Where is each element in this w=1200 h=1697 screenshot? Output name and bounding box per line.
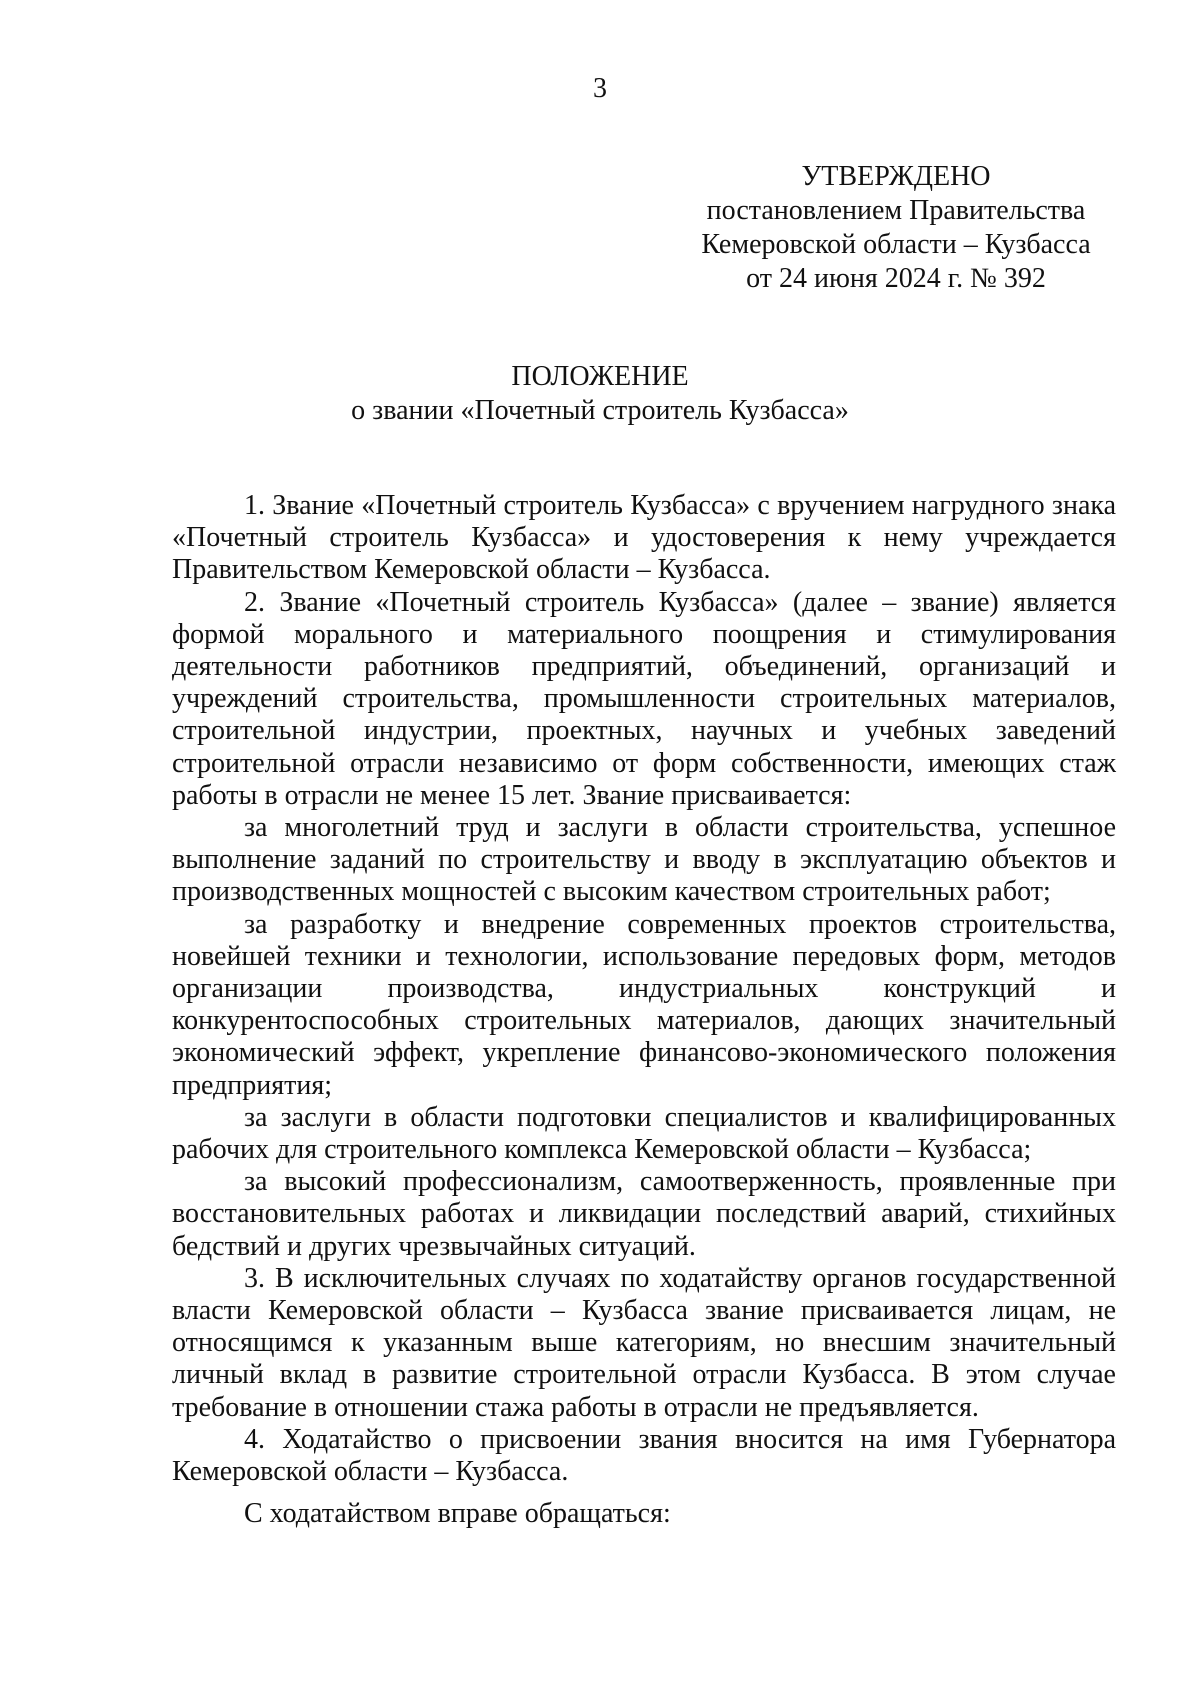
paragraph-2-item-3: за заслуги в области подготовки специалистов и квалифицированных рабочих для строительного комплекса Кемеровской области – Кузбасса; [172, 1101, 1116, 1166]
paragraph-4: 4. Ходатайство о присвоении звания вносится на имя Губернатора Кемеровской области – Кузбасса. [172, 1423, 1116, 1488]
approval-issuer: постановлением Правительства [706, 195, 1086, 226]
title-subheading: о звании «Почетный строитель Кузбасса» [351, 395, 849, 426]
approval-date: от 24 июня 2024 г. № 392 [746, 263, 1046, 294]
title-heading: ПОЛОЖЕНИЕ [511, 361, 689, 392]
page-number: 3 [593, 73, 607, 104]
approval-block [696, 160, 1096, 296]
paragraph-2: 2. Звание «Почетный строитель Кузбасса» (далее – звание) является формой морального и материального поощрения и стимулирования деятельности работников предприятий, объединений, организаций и учреждений строительства, промышленности строительных материалов, строительной индустрии, проектных, научных и учебных заведений строительной отрасли независимо от форм собственности, имеющих стаж работы в отрасли не менее 15 лет. Звание присваивается: [172, 586, 1116, 811]
paragraph-1: 1. Звание «Почетный строитель Кузбасса» с вручением нагрудного знака «Почетный строитель Кузбасса» и удостоверения к нему учреждается Правительством Кемеровской области – Кузбасса. [172, 490, 1116, 586]
document-title [0, 360, 1200, 428]
paragraph-4-continuation: С ходатайством вправе обращаться: [244, 1498, 671, 1530]
paragraph-2-item-1: за многолетний труд и заслуги в области строительства, успешное выполнение заданий по строительству и вводу в эксплуатацию объектов и производственных мощностей с высоким качеством строительных работ; [172, 812, 1116, 908]
paragraph-2-item-4: за высокий профессионализм, самоотверженность, проявленные при восстановительных работах и ликвидации последствий аварий, стихийных бедствий и других чрезвычайных ситуаций. [172, 1166, 1116, 1262]
paragraph-3: 3. В исключительных случаях по ходатайству органов государственной власти Кемеровской области – Кузбасса звание присваивается лицам, не относящимся к указанным выше категориям, но внесшим значительный личный вклад в развитие строительной отрасли Кузбасса. В этом случае требование в отношении стажа работы в отрасли не предъявляется. [172, 1262, 1116, 1423]
paragraph-2-item-2: за разработку и внедрение современных проектов строительства, новейшей техники и технологии, использование передовых форм, методов организации производства, индустриальных конструкций и конкурентоспособных строительных материалов, дающих значительный экономический эффект, укрепление финансово-экономического положения предприятия; [172, 908, 1116, 1101]
approval-label: УТВЕРЖДЕНО [801, 161, 991, 192]
approval-region: Кемеровской области – Кузбасса [701, 229, 1091, 260]
document-body [172, 490, 1116, 1531]
